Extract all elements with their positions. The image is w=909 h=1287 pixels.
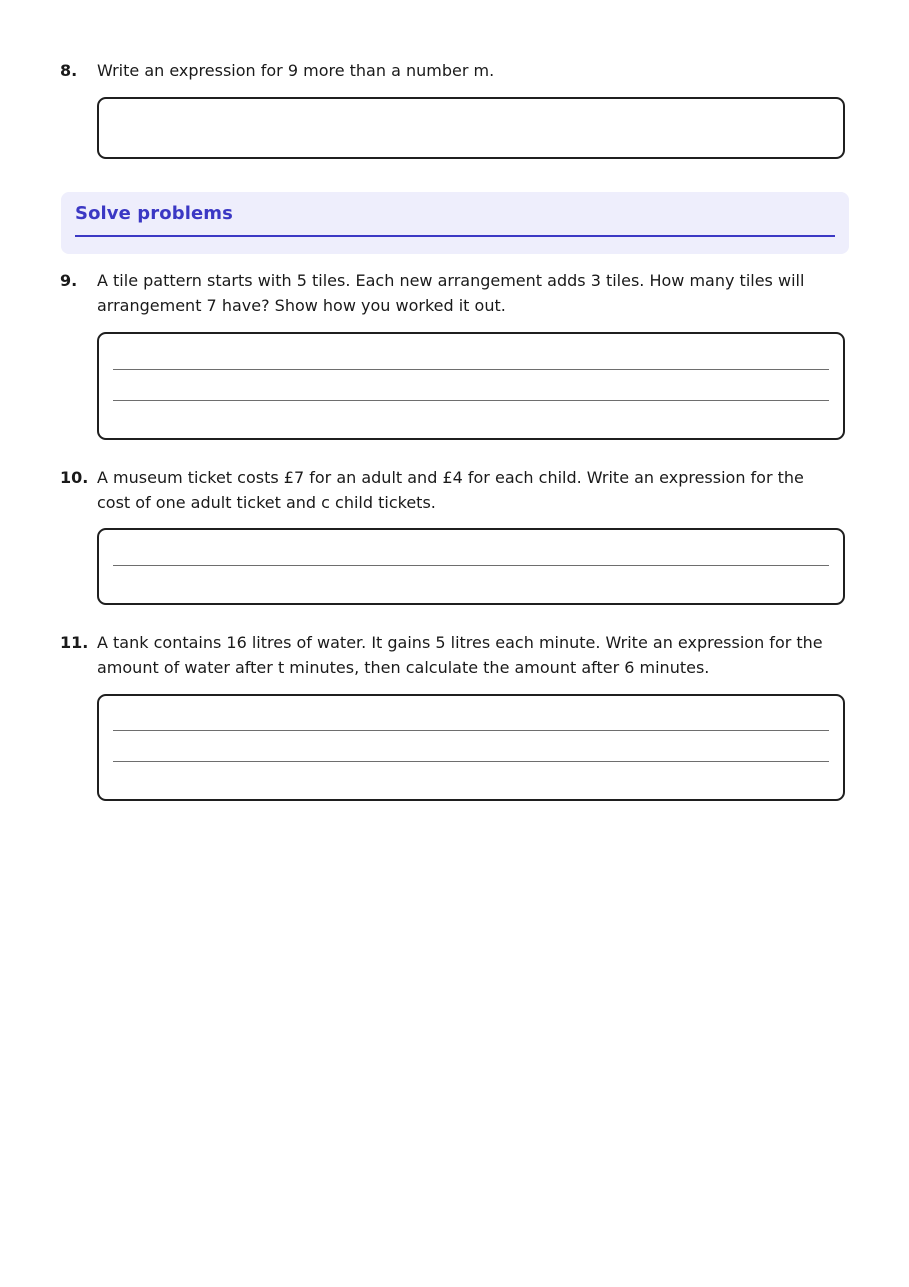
answer-box-11[interactable] (97, 694, 845, 801)
section-title: Solve problems (75, 203, 233, 224)
answer-line (113, 761, 829, 762)
question-text: A museum ticket costs £7 for an adult and £4 for each child. Write an expression for the cost of one adult ticket and c child tickets. (97, 468, 804, 512)
question-8 (60, 59, 850, 84)
question-9 (60, 269, 850, 318)
section-underline (75, 235, 835, 237)
question-number: 8. (60, 61, 78, 80)
question-text: A tile pattern starts with 5 tiles. Each new arrangement adds 3 tiles. How many tiles will arrangement 7 have? Show how you worked it out. (97, 271, 805, 315)
question-10 (60, 466, 850, 515)
question-text: A tank contains 16 litres of water. It gains 5 litres each minute. Write an expression for the amount of water after t minutes, then calculate the amount after 6 minutes. (97, 633, 823, 677)
question-number: 10. (60, 468, 89, 487)
question-text: Write an expression for 9 more than a number m. (97, 61, 495, 80)
answer-line (113, 400, 829, 401)
answer-line (113, 369, 829, 370)
answer-box-9[interactable] (97, 332, 845, 440)
answer-box-10[interactable] (97, 528, 845, 605)
answer-line (113, 565, 829, 566)
question-number: 11. (60, 633, 89, 652)
answer-line (113, 730, 829, 731)
question-number: 9. (60, 271, 78, 290)
question-11 (60, 631, 850, 680)
section-banner (61, 192, 849, 254)
answer-box-8[interactable] (97, 97, 845, 159)
